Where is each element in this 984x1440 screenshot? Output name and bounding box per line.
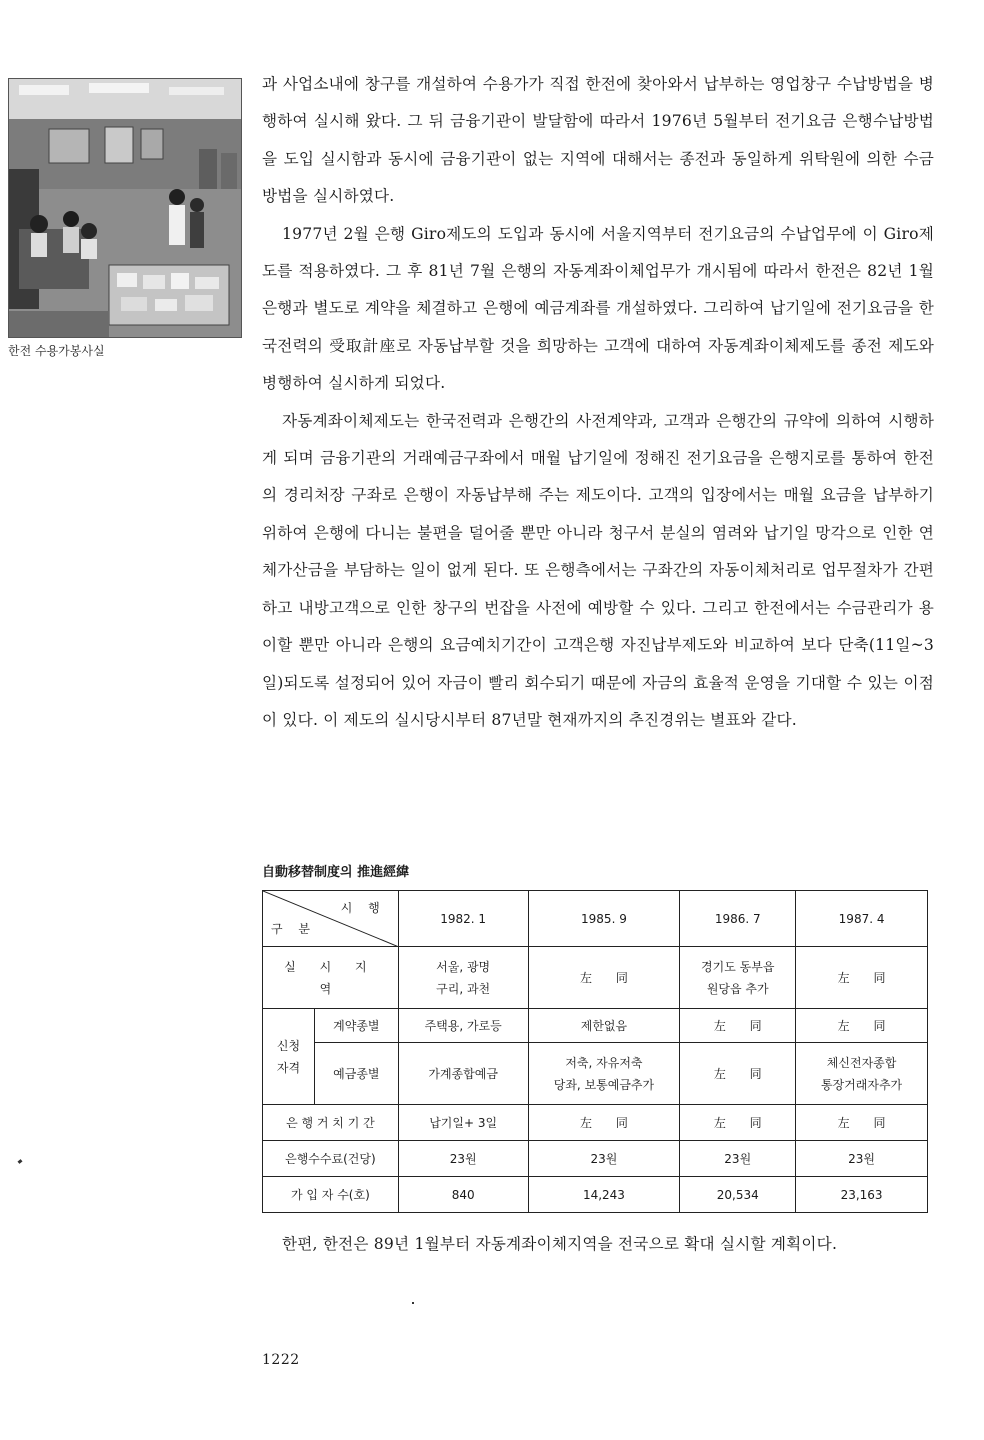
- table-row-holding-period: [263, 1105, 928, 1141]
- table-cell: 14,243: [528, 1177, 680, 1213]
- table-cell: 20,534: [680, 1177, 796, 1213]
- cell-line: 신청: [276, 1038, 301, 1053]
- table-cell: 左 同: [528, 1105, 680, 1141]
- table-cell: 左 同: [680, 1009, 796, 1043]
- period-header: 1987. 4: [796, 891, 928, 947]
- row-label-holding: 은 행 거 치 기 간: [263, 1105, 399, 1141]
- table-header-row: [263, 891, 928, 947]
- table-cell: [398, 947, 528, 1009]
- table-cell: 左 同: [796, 1105, 928, 1141]
- row-label-fee: 은행수수료(건당): [263, 1141, 399, 1177]
- page-number: 1222: [262, 1352, 300, 1368]
- table-cell: 左 同: [796, 1009, 928, 1043]
- table-cell: 23원: [796, 1141, 928, 1177]
- body-text: [262, 66, 934, 739]
- table-title: 自動移替制度의 推進經緯: [262, 865, 410, 880]
- table-cell: 840: [398, 1177, 528, 1213]
- table-cell: 납기일+ 3일: [398, 1105, 528, 1141]
- table-row-bank-fee: [263, 1141, 928, 1177]
- table-cell: 23원: [398, 1141, 528, 1177]
- table-cell: 23,163: [796, 1177, 928, 1213]
- table-cell: 左 同: [796, 947, 928, 1009]
- table-cell: [680, 947, 796, 1009]
- header-category: 구 분: [271, 922, 316, 936]
- row-label-subscribers: 가 입 자 수(호): [263, 1177, 399, 1213]
- closing-paragraph: 한편, 한전은 89년 1월부터 자동계좌이체지역을 전국으로 확대 실시할 계획이다.: [282, 1235, 838, 1253]
- cell-line: 체신전자종합: [826, 1055, 897, 1070]
- table-cell: 左 同: [680, 1105, 796, 1141]
- table-cell: 左 同: [680, 1043, 796, 1105]
- paragraph-1: 과 사업소내에 창구를 개설하여 수용가가 직접 한전에 찾아와서 납부하는 영업창구 수납방법을 병행하여 실시해 왔다. 그 뒤 금융기관이 발달함에 따라서 1976년 5월부터 전기요금 은행수납방법을 도입 실시함과 동시에 금융기관이 없는 지역에 대해서는 종전과 동일하게 위탁원에 의한 수금방법을 실시하였다.: [262, 75, 934, 206]
- office-photo: [8, 78, 242, 338]
- table-cell: [528, 1043, 680, 1105]
- scan-speck: [18, 1159, 23, 1164]
- table-cell: 제한없음: [528, 1009, 680, 1043]
- cell-line: 구리, 과천: [436, 981, 491, 996]
- period-header: 1982. 1: [398, 891, 528, 947]
- closing-text: [262, 1226, 934, 1263]
- row-label-region: 실 시 지 역: [263, 947, 399, 1009]
- table-cell: 가계종합예금: [398, 1043, 528, 1105]
- diagonal-header-cell: [263, 891, 399, 947]
- table-row-region: [263, 947, 928, 1009]
- cell-line: 원당읍 추가: [706, 981, 769, 996]
- table-row-contract-type: [263, 1009, 928, 1043]
- period-header: 1985. 9: [528, 891, 680, 947]
- period-header: 1986. 7: [680, 891, 796, 947]
- table-cell: 左 同: [528, 947, 680, 1009]
- table-cell: 주택용, 가로등: [398, 1009, 528, 1043]
- scan-speck: [412, 1302, 414, 1304]
- row-label-deposit: 예금종별: [314, 1043, 398, 1105]
- paragraph-3: 자동계좌이체제도는 한국전력과 은행간의 사전계약과, 고객과 은행간의 규약에 의하여 시행하게 되며 금융기관의 거래예금구좌에서 매월 납기일에 정해진 전기요금을 은행지로를 통하여 한전의 경리처장 구좌로 은행이 자동납부해 주는 제도이다. 고객의 입장에서는 매월 요금을 납부하기 위하여 은행에 다니는 불편을 덜어줄 뿐만 아니라 청구서 분실의 염려와 납기일 망각으로 인한 연체가산금을 부담하는 일이 없게 된다. 또 은행측에서는 구좌간의 자동이체처리로 업무절차가 간편하고 내방고객으로 인한 창구의 번잡을 사전에 예방할 수 있다. 그리고 한전에서는 수금관리가 용이할 뿐만 아니라 은행의 요금예치기간이 고객은행 자진납부제도와 비교하여 보다 단축(11일~3일)되도록 설정되어 있어 자금이 빨리 회수되기 때문에 자금의 효율적 운영을 기대할 수 있는 이점이 있다. 이 제도의 실시당시부터 87년말 현재까지의 추진경위는 별표와 같다.: [262, 411, 934, 729]
- row-group-label-eligibility: [263, 1009, 315, 1105]
- cell-line: 서울, 광명: [436, 959, 491, 974]
- cell-line: 저축, 자유저축: [565, 1055, 643, 1070]
- table-row-deposit-type: [263, 1043, 928, 1105]
- cell-line: 자격: [276, 1060, 301, 1075]
- table-cell: [796, 1043, 928, 1105]
- header-implementation: 시 행: [340, 901, 386, 915]
- promotion-history-table: [262, 890, 928, 1213]
- cell-line: 경기도 동부읍: [701, 959, 775, 974]
- cell-line: 당좌, 보통예금추가: [553, 1077, 655, 1092]
- row-label-contract: 계약종별: [314, 1009, 398, 1043]
- table-row-subscribers: [263, 1177, 928, 1213]
- table-cell: 23원: [680, 1141, 796, 1177]
- photo-caption: 한전 수용가봉사실: [8, 344, 105, 358]
- cell-line: 통장거래자추가: [821, 1077, 903, 1092]
- table-cell: 23원: [528, 1141, 680, 1177]
- paragraph-2: 1977년 2월 은행 Giro제도의 도입과 동시에 서울지역부터 전기요금의 수납업무에 이 Giro제도를 적용하였다. 그 후 81년 7월 은행의 자동계좌이체업무가 개시됨에 따라서 한전은 82년 1월 은행과 별도로 계약을 체결하고 은행에 예금계좌를 개설하였다. 그리하여 납기일에 전기요금을 한국전력의 受取計座로 자동납부할 것을 희망하는 고객에 대하여 자동계좌이체제도를 종전 제도와 병행하여 실시하게 되었다.: [262, 224, 934, 393]
